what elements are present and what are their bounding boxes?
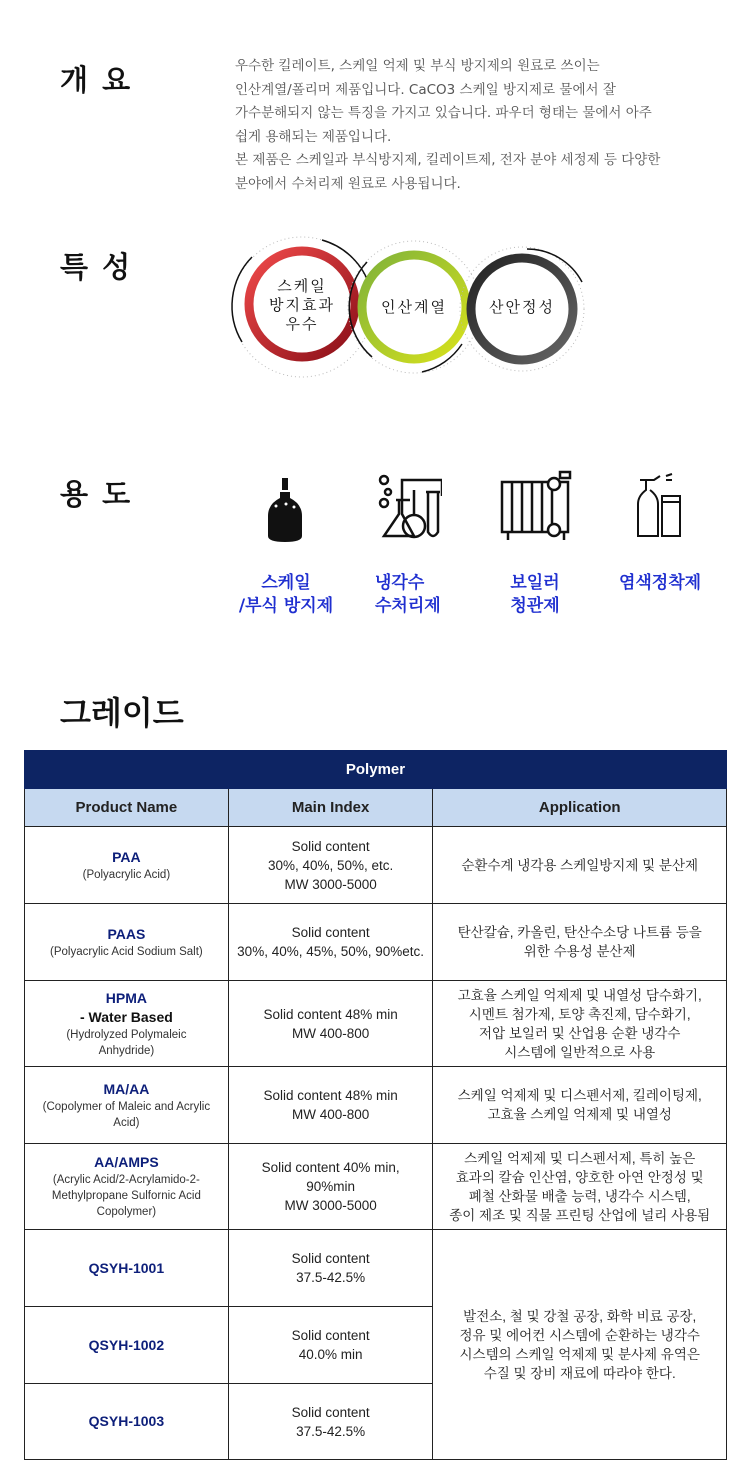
product-name-cell [25,1144,229,1230]
spray-bottle-icon [636,470,686,545]
col-application: Application [433,789,727,827]
shared-application-cell [433,1230,727,1460]
table-row [25,1067,727,1144]
use-scale-corrosion [230,572,342,618]
application-line: 고효율 스케일 억제제 및 내열성 [487,1107,672,1122]
main-index-cell [228,904,433,981]
product-name: HPMA [105,989,147,1006]
index-line: Solid content 48% min [263,1088,398,1103]
index-line: MW 3000-5000 [284,876,377,892]
application-cell [433,1067,727,1144]
features-heading: 특 성 [60,250,133,284]
index-line: 30%, 40%, 45%, 50%, 90%etc. [237,944,425,959]
index-line: MW 3000-5000 [284,1198,377,1213]
main-index-cell [228,1144,433,1230]
product-name: PAAS [107,925,146,942]
index-line: Solid content [291,838,370,854]
product-name: QSYH-1002 [88,1336,165,1353]
use-cooling-water [360,572,460,618]
application-line: 정유 및 에어컨 시스템에 순환하는 냉각수 [459,1327,700,1343]
col-product-name: Product Name [25,789,229,827]
application-line: 탄산칼슘, 카올린, 탄산수소당 나트륨 등을 [457,925,702,940]
index-line: Solid content [291,1251,370,1266]
overview-heading: 개 요 [60,63,133,97]
use-line: /부식 방지제 [238,596,334,616]
feature-scale-prevention [262,277,342,334]
product-name-cell [25,827,229,904]
application-line: 스케일 억제제 및 디스펜서제, 특히 높은 [464,1150,696,1166]
overview-line: 가수분해되지 않는 특징을 가지고 있습니다. 파우더 형태는 물에서 아주 [235,105,652,121]
index-line: MW 400-800 [291,1107,370,1122]
product-name: QSYH-1003 [88,1413,165,1429]
feature-phosphonate: 인산계열 [381,298,447,316]
bottle-icon [262,470,308,545]
feature-line: 스케일 [277,277,327,295]
application-line: 효과의 칼슘 인산염, 양호한 아연 안정성 및 [455,1169,704,1185]
application-line: 스케일 억제제 및 디스펜서제, 킬레이팅제, [457,1088,702,1103]
product-name-cell [25,1307,229,1384]
application-cell [433,981,727,1067]
main-index-cell [228,981,433,1067]
use-line: 청관제 [510,596,560,616]
index-line: 30%, 40%, 50%, etc. [267,857,394,873]
application-line: 시스템에 일반적으로 사용 [504,1044,656,1060]
product-name: MA/AA [103,1080,150,1097]
application-line: 시멘트 첨가제, 토양 촉진제, 담수화기, [468,1006,691,1022]
overview-line: 분야에서 수처리제 원료로 사용됩니다. [235,175,461,192]
application-line: 저압 보일러 및 산업용 순환 냉각수 [479,1025,681,1041]
uses-heading: 용 도 [60,477,133,511]
table-row [25,904,727,981]
application-line: 순환수계 냉각용 스케일방지제 및 분산제 [461,857,699,873]
product-name: PAA [112,848,141,865]
feature-line: 우수 [285,315,319,333]
index-line: 37.5-42.5% [296,1270,366,1285]
index-line: Solid content 48% min [263,1006,398,1022]
use-line: 수처리제 [375,596,441,616]
application-cell [433,827,727,904]
boiler-radiator-icon [500,470,576,545]
index-line: Solid content [291,925,370,940]
index-line: MW 400-800 [291,1025,370,1041]
product-fullname: (Hydrolyzed Polymaleic Anhydride) [66,1028,187,1057]
application-line: 수질 및 장비 재료에 따라야 한다. [483,1365,676,1381]
grade-table [24,750,727,1460]
use-line: 냉각수 [375,573,425,593]
overview-line: 쉽게 용해되는 제품입니다. [235,128,392,145]
feature-acid-stability: 산안정성 [489,298,555,316]
product-fullname: (Copolymer of Maleic and Acrylic Acid) [42,1100,211,1129]
feature-line: 방지효과 [269,296,335,314]
use-line: 스케일 [261,573,311,593]
table-title: Polymer [25,751,727,789]
application-line: 폐철 산화물 배출 능력, 냉각수 시스템, [468,1188,691,1204]
index-line: 90%min [306,1179,355,1194]
overview-line: 우수한 킬레이트, 스케일 억제 및 부식 방지제의 원료로 쓰이는 [235,58,600,74]
index-line: 37.5-42.5% [296,1423,366,1439]
product-name: QSYH-1001 [88,1259,165,1276]
main-index-cell [228,1067,433,1144]
main-index-cell [228,827,433,904]
main-index-cell [228,1230,433,1307]
product-name-cell [25,1067,229,1144]
overview-line: 본 제품은 스케일과 부식방지제, 킬레이트제, 전자 분야 세정제 등 다양한 [235,152,661,168]
grade-heading: 그레이드 [60,694,184,732]
product-fullname: (Polyacrylic Acid Sodium Salt) [50,945,203,958]
product-fullname: (Acrylic Acid/2-Acrylamido-2-Methylpropane Sulfornic Acid Copolymer) [51,1174,201,1218]
application-line: 시스템의 스케일 억제제 및 분사제 유역은 [459,1346,700,1362]
features-diagram [222,232,602,386]
product-name-cell [25,1230,229,1307]
product-name-cell [25,904,229,981]
main-index-cell [228,1384,433,1460]
product-variant: - Water Based [79,1008,173,1025]
table-row [25,1230,727,1307]
table-row [25,1144,727,1230]
application-cell [433,904,727,981]
application-cell [433,1144,727,1230]
index-line: 40.0% min [298,1347,363,1362]
product-name: AA/AMPS [94,1154,159,1170]
index-line: Solid content [291,1404,370,1420]
product-name-cell [25,1384,229,1460]
index-line: Solid content [291,1328,370,1343]
product-name-cell [25,981,229,1067]
use-boiler [490,572,580,618]
col-main-index: Main Index [228,789,433,827]
table-row [25,981,727,1067]
application-line: 종이 제조 및 직물 프린팅 산업에 널리 사용됨 [449,1207,711,1223]
main-index-cell [228,1307,433,1384]
overview-line: 인산계열/폴리머 제품입니다. CaCO3 스케일 방지제로 물에서 잘 [235,81,616,98]
application-line: 발전소, 철 및 강철 공장, 화학 비료 공장, [463,1308,697,1324]
table-row [25,827,727,904]
lab-flask-icon [376,470,442,545]
application-line: 위한 수용성 분산제 [523,944,636,959]
application-line: 고효율 스케일 억제제 및 내열성 담수화기, [457,987,702,1003]
product-fullname: (Polyacrylic Acid) [82,868,171,881]
use-line: 보일러 [510,573,560,593]
overview-text [235,55,725,196]
use-dye-fixing: 염색정착제 [618,573,702,593]
index-line: Solid content 40% min, [261,1160,400,1175]
